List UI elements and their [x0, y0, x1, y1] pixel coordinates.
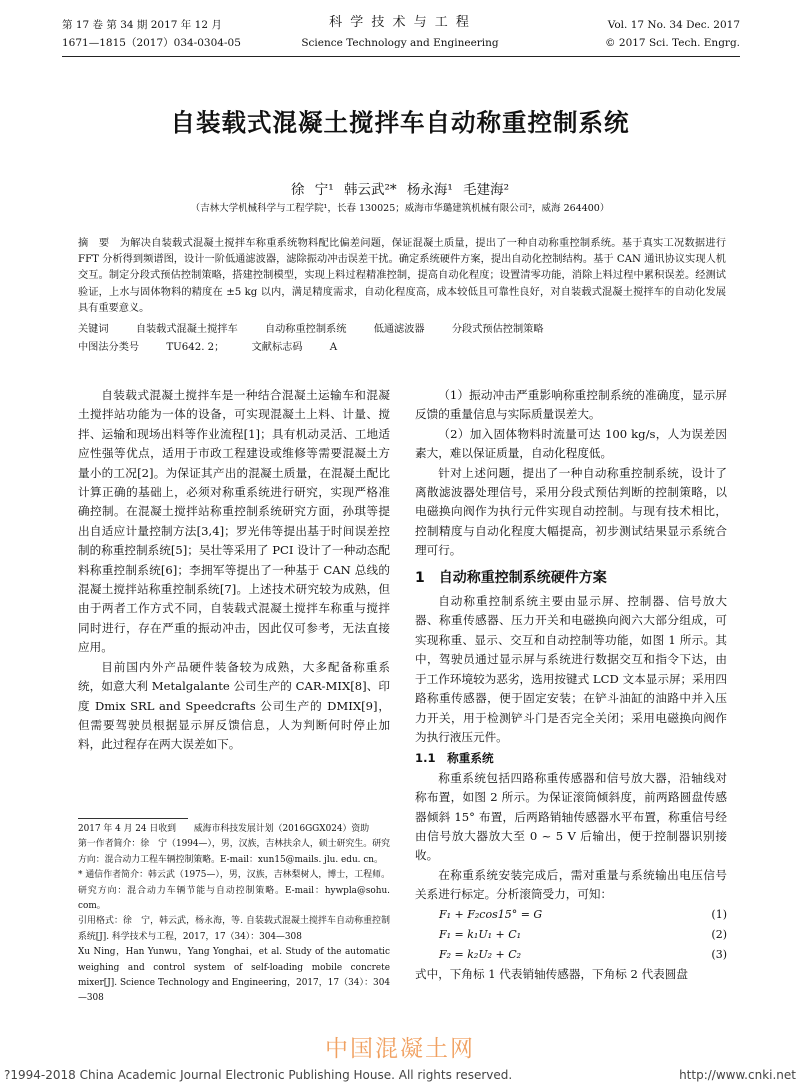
- paper-title: 自装载式混凝土搅拌车自动称重控制系统: [170, 108, 630, 137]
- body-paragraph: 目前国内外产品硬件装备较为成熟，大多配备称重系统，如意大利 Metalgalante 公司生产的 CAR-MIX[8]、印度 Dmix SRL and Speedcrafts 公司生产的 DMIX[9]，但需要驾驶员根据显示屏反馈信息，人为判断何时停止加料，此过程存在两大误差如下。: [78, 659, 390, 752]
- clc-value: TU642. 2；: [166, 342, 225, 353]
- equation-3: F₂ = k₂U₂ + C₂ (3): [439, 947, 727, 961]
- copyright-bar: [4, 1068, 796, 1082]
- right-column: [415, 386, 727, 984]
- footnote-received: 2017 年 4 月 24 日收到 威海市科技发展计划（2016GGX024）资助: [78, 824, 370, 834]
- doc-code-value: A: [329, 342, 338, 353]
- body-paragraph: 自动称重控制系统主要由显示屏、控制器、信号放大器、称重传感器、压力开关和电磁换向阀六大部分组成，可实现称重、显示、交互和自动控制等功能，如图 1 所示。其中，驾驶员通过显示屏与系统进行数据交互和指令下达，由于工作环境较为恶劣，选用按键式 LCD 文本显示屏；采用四路称重传感器，便于固定安装；在铲斗油缸的油路中并入压力开关，用于检测铲斗门是否完全关闭；采用电磁换向阀作为执行液压元件。: [415, 594, 727, 744]
- watermark-text: 中国混凝土网: [325, 1036, 475, 1062]
- body-paragraph: （1）振动冲击严重影响称重控制系统的准确度，显示屏反馈的重量信息与实际质量误差大。: [415, 388, 727, 422]
- footnote-first-author: 第一作者简介：徐 宁（1994—），男，汉族，吉林扶余人，硕士研究生。研究方向：混合动力工程车辆控制策略。E-mail：xun15@mails. jlu. edu. cn。: [78, 839, 390, 865]
- footnote: [78, 822, 390, 1007]
- header-rule: [62, 56, 740, 57]
- body-paragraph: 在称重系统安装完成后，需对重量与系统输出电压信号关系进行标定。分析滚筒受力，可知：: [415, 867, 727, 902]
- abstract: [78, 236, 726, 317]
- cnki-link[interactable]: http://www.cnki.net: [679, 1068, 796, 1082]
- footnote-rule: [78, 818, 188, 819]
- keyword: 分段式预估控制策略: [451, 324, 544, 335]
- copyright-text: ?1994-2018 China Academic Journal Electronic Publishing House. All rights reserved.: [4, 1068, 513, 1082]
- equation-1: F₁ + F₂cos15° = G (1): [439, 907, 727, 921]
- footnote-citation-cn: 引用格式：徐 宁，韩云武，杨永海，等. 自装载式混凝土搅拌车自动称重控制系统[J]. 科学技术与工程，2017，17（34）：304—308: [78, 916, 390, 942]
- section-heading: [415, 569, 727, 588]
- body-paragraph: 称重系统包括四路称重传感器和信号放大器，沿轴线对称布置，如图 2 所示。为保证滚筒倾斜度，前两路圆盘传感器倾斜 15° 布置，后两路销轴传感器水平布置，称重信号经由信号放大器放大至 0 ~ 5 V 后输出，便于控制器识别接收。: [415, 770, 727, 863]
- classification-line: [78, 338, 726, 353]
- keywords-line: [78, 320, 726, 335]
- header-issn: 1671—1815（2017）034-0304-05: [62, 37, 241, 49]
- left-column: [78, 386, 390, 755]
- clc-label: 中图法分类号: [78, 342, 140, 353]
- header-vol-en: Vol. 17 No. 34 Dec. 2017: [607, 19, 740, 31]
- subsection-heading: [415, 749, 727, 768]
- abstract-text: 为解决自装载式混凝土搅拌车称重系统物料配比偏差问题，保证混凝土质量，提出了一种自动称重控制系统。基于真实工况数据进行 FFT 分析得到频谱图，设计一阶低通滤波器，滤除振动冲击误差干扰。确定系统硬件方案，提出自动化控制结构。基于 CAN 通讯协议实现人机交互。制定分段式预估控制策略，搭建控制模型，实现上料过程精准控制，提高自动化程度；设置清零功能，消除上料过程中累积误差。经测试验证，上水与固体物料的精度在 ±5 kg 以内，满足精度需求，自动化程度高，成本较低且可靠性良好，对自装载式混凝土搅拌车的自动化发展具有重要意义。: [78, 238, 727, 314]
- body-paragraph: 式中，下角标 1 代表销轴传感器，下角标 2 代表圆盘: [415, 966, 688, 981]
- footnote-corresponding-author: * 通信作者简介：韩云武（1975—），男，汉族，吉林梨树人，博士，工程师。研究方向：混合动力车辆节能与自动控制策略。E-mail：hywpla@sohu. com。: [78, 870, 390, 912]
- keywords-label: 关键词: [78, 324, 109, 335]
- keyword: 自装载式混凝土搅拌车: [135, 324, 238, 335]
- section-title: 自动称重控制系统硬件方案: [438, 569, 607, 586]
- authors: 徐 宁¹ 韩云武²* 杨永海¹ 毛建海²: [290, 182, 510, 198]
- body-paragraph: 针对上述问题，提出了一种自动称重控制系统，设计了离散滤波器处理信号，采用分段式预估判断的控制策略，以电磁换向阀作为执行元件实现自动控制。与现有技术相比，控制精度与自动化程度大幅提高，初步测试结果显示系统合理可行。: [415, 465, 727, 558]
- header-journal-cn: 科 学 技 术 与 工 程: [329, 15, 471, 30]
- affiliations: （吉林大学机械科学与工程学院¹，长春 130025；威海市华璐建筑机械有限公司²，威海 264400）: [190, 203, 610, 214]
- header-copyright-en: © 2017 Sci. Tech. Engrg.: [605, 37, 740, 49]
- body-paragraph: （2）加入固体物料时流量可达 100 kg/s，人为误差因素大，难以保证质量，自动化程度低。: [415, 426, 727, 461]
- doc-code-label: 文献标志码: [251, 342, 303, 353]
- header-volume-issue: 第 17 卷 第 34 期 2017 年 12 月: [62, 19, 222, 31]
- keyword: 低通滤波器: [373, 324, 425, 335]
- body-paragraph: 自装载式混凝土搅拌车是一种结合混凝土运输车和混凝土搅拌站功能为一体的设备，可实现混凝土上料、计量、搅拌、运输和现场出料等作业流程[1]；具有机动灵活、工地适应性强等优点，适用于市政工程建设或维修等需要混凝土方量小的工况[2]。为保证其产出的混凝土质量，在混凝土配比计算正确的基础上，必须对称重系统进行研究，实现严格准确控制。在混凝土搅拌站称重控制系统研究方面，孙琪等提出自适应计量控制方法[3,4]；罗光伟等提出基于时间误差控制的称重控制系统[5]；吴壮等采用了 PCI 设计了一种动态配料称重控制系统[6]；李拥军等提出了一种基于 CAN 总线的混凝土搅拌站称重控制系统[7]。上述技术研究较为成熟，但由于两者工作方式不同，自装载式混凝土搅拌车称重与搅拌同时进行，存在严重的振动冲击，因此仅可参考，无法直接应用。: [78, 388, 390, 655]
- subsection-title: 称重系统: [447, 751, 494, 766]
- subsection-number: 1.1: [415, 751, 436, 766]
- section-number: 1: [415, 569, 425, 586]
- footnote-citation-en: Xu Ning，Han Yunwu，Yang Yonghai，et al. Study of the automatic weighing and control system of self-loading mobile concrete mixer[J]. Science Technology and Engineering，2017，17（34）：304—308: [78, 947, 390, 1004]
- equation-2: F₁ = k₁U₁ + C₁ (2): [439, 927, 727, 941]
- keyword: 自动称重控制系统: [264, 324, 347, 335]
- header-journal-en: Science Technology and Engineering: [301, 37, 499, 49]
- abstract-label: 摘 要: [78, 238, 110, 249]
